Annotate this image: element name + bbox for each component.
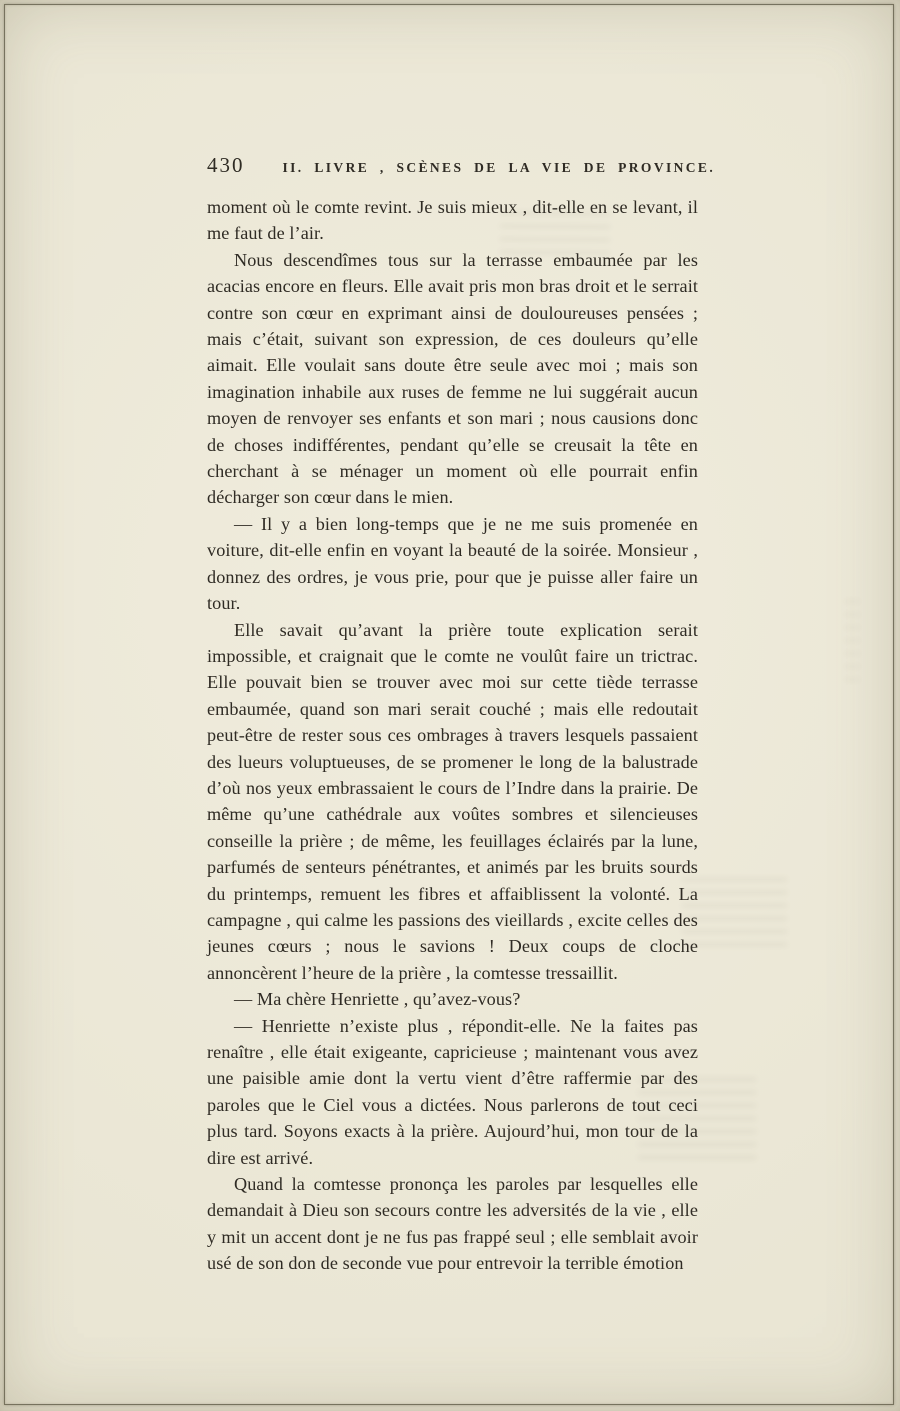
running-title: II. LIVRE , SCÈNES DE LA VIE DE PROVINCE. <box>282 160 716 175</box>
paragraph: Elle savait qu’avant la prière toute explication serait impossible, et craignait que le comte ne voulût faire un trictrac. Elle pouvait bien se trouver avec moi sur cette tiède terrasse embaumée, quand son mari serait couché ; mais elle redoutait peut-être de rester sous ces ombrages à travers lesquels passaient des lueurs voluptueuses, de se promener le long de la balustrade d’où nos yeux embrassaient le cours de l’Indre dans la prairie. De même qu’une cathédrale aux voûtes sombres et silencieuses conseille la prière ; de même, les feuillages éclairés par la lune, parfumés de senteurs pénétrantes, et animés par les bruits sourds du printemps, remuent les fibres et affaiblissent la volonté. La campagne , qui calme les passions des vieillards , excite celles des jeunes cœurs ; nous le savions ! Deux coups de cloche annoncèrent l’heure de la prière , la comtesse tressaillit. <box>207 619 698 983</box>
paragraph: Quand la comtesse prononça les paroles par lesquelles elle demandait à Dieu son secours contre les adversités de la vie , elle y mit un accent dont je ne fus pas frappé seul ; elle semblait avoir usé de son don de seconde vue pour entrevoir la terrible émotion <box>207 1174 698 1274</box>
paragraph: Nous descendîmes tous sur la terrasse embaumée par les acacias encore en fleurs. Elle avait pris mon bras droit et le serrait contre son cœur en exprimant ainsi de douloureuses pensées ; mais c’était, suivant son expression, de ces douleurs qu’elle aimait. Elle voulait sans doute être seule avec moi ; mais son imagination inhabile aux ruses de femme ne lui suggérait aucun moyen de renvoyer ses enfants et son mari ; nous causions donc de choses indifférentes, pendant qu’elle se creusait la tête en cherchant à se ménager un moment où elle pourrait enfin décharger son cœur dans le mien. <box>207 249 698 508</box>
paragraph: — Il y a bien long-temps que je ne me suis promenée en voiture, dit-elle enfin en voyant la beauté de la soirée. Monsieur , donnez des ordres, je vous prie, pour que je puisse aller faire un tour. <box>207 513 698 614</box>
ink-showthrough-smudge <box>845 600 859 690</box>
body-text <box>207 194 698 1277</box>
paragraph: moment où le comte revint. Je suis mieux , dit-elle en se levant, il me faut de l’air. <box>207 197 698 244</box>
page-number: 430 <box>207 153 245 177</box>
paragraph: — Ma chère Henriette , qu’avez-vous? <box>234 989 521 1010</box>
paragraph: — Henriette n’existe plus , répondit-elle. Ne la faites pas renaître , elle était exigeante, capricieuse ; maintenant vous avez une paisible amie dont la vertu vient d’être raffermie par des paroles que le Ciel vous a dictées. Nous parlerons de tout ceci plus tard. Soyons exacts à la prière. Aujourd’hui, mon tour de la dire est arrivé. <box>207 1015 698 1168</box>
running-head <box>207 153 716 178</box>
